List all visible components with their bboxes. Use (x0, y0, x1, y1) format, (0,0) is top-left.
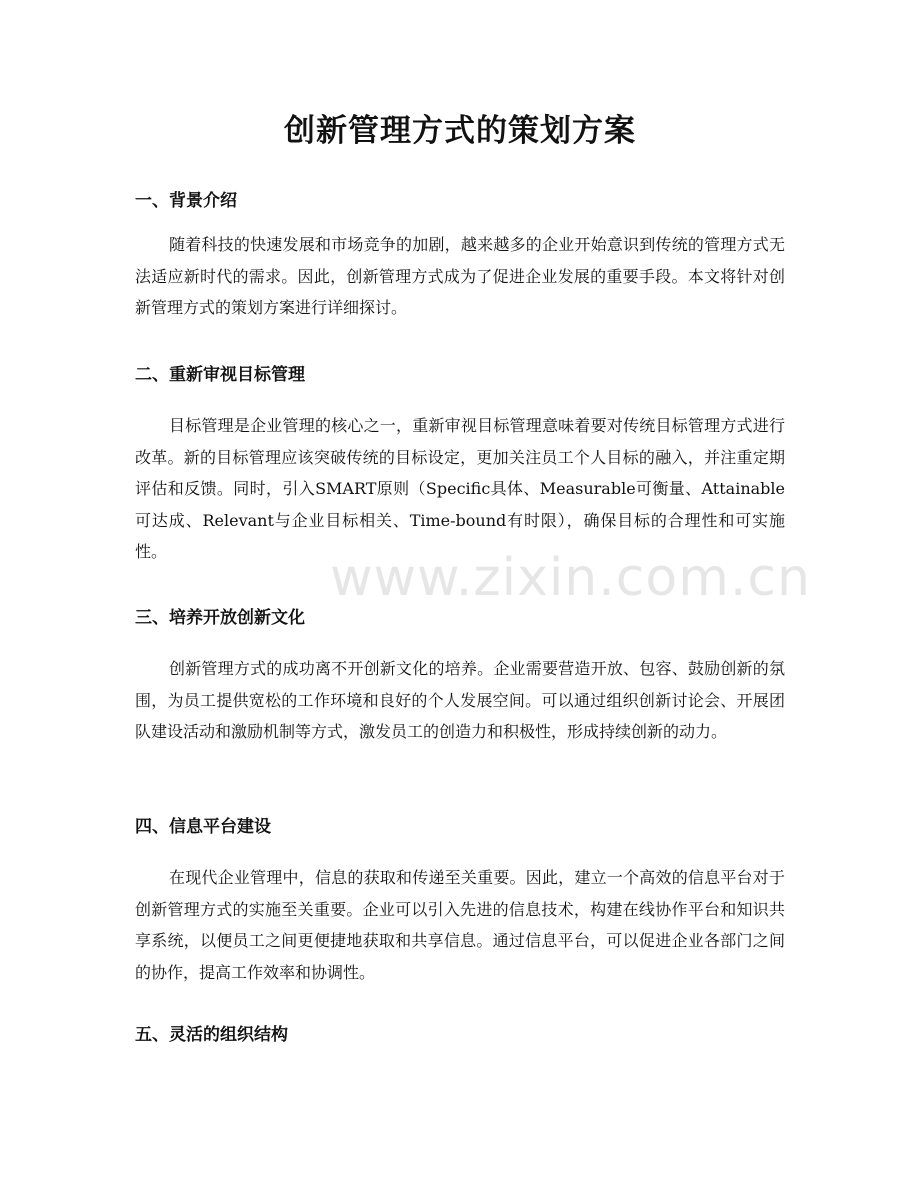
page-title: 创新管理方式的策划方案 (284, 113, 636, 149)
section-paragraph-goal-management: 目标管理是企业管理的核心之一，重新审视目标管理意味着要对传统目标管理方式进行改革。新的目标管理应该突破传统的目标设定，更加关注员工个人目标的融入，并注重定期评估和反馈。同时，引入SMART原则（Specific具体、Measurable可衡量、Attainable可达成、Relevant与企业目标相关、Time-bound有时限），确保目标的合理性和可实施性。 (135, 416, 785, 561)
section-heading-innovation-culture: 三、培养开放创新文化 (135, 608, 305, 628)
section-heading-information-platform: 四、信息平台建设 (135, 817, 271, 837)
section-paragraph-information-platform: 在现代企业管理中，信息的获取和传递至关重要。因此，建立一个高效的信息平台对于创新管理方式的实施至关重要。企业可以引入先进的信息技术，构建在线协作平台和知识共享系统，以便员工之间更便捷地获取和共享信息。通过信息平台，可以促进企业各部门之间的协作，提高工作效率和协调性。 (135, 868, 785, 982)
section-heading-background: 一、背景介绍 (135, 191, 237, 211)
section-heading-goal-management: 二、重新审视目标管理 (135, 365, 305, 385)
watermark-text: www.zixin.com.cn (330, 548, 811, 608)
section-paragraph-innovation-culture: 创新管理方式的成功离不开创新文化的培养。企业需要营造开放、包容、鼓励创新的氛围，为员工提供宽松的工作环境和良好的个人发展空间。可以通过组织创新讨论会、开展团队建设活动和激励机制等方式，激发员工的创造力和积极性，形成持续创新的动力。 (135, 659, 785, 741)
section-heading-flexible-organization: 五、灵活的组织结构 (135, 1025, 288, 1045)
section-paragraph-background: 随着科技的快速发展和市场竞争的加剧，越来越多的企业开始意识到传统的管理方式无法适应新时代的需求。因此，创新管理方式成为了促进企业发展的重要手段。本文将针对创新管理方式的策划方案进行详细探讨。 (135, 235, 785, 317)
